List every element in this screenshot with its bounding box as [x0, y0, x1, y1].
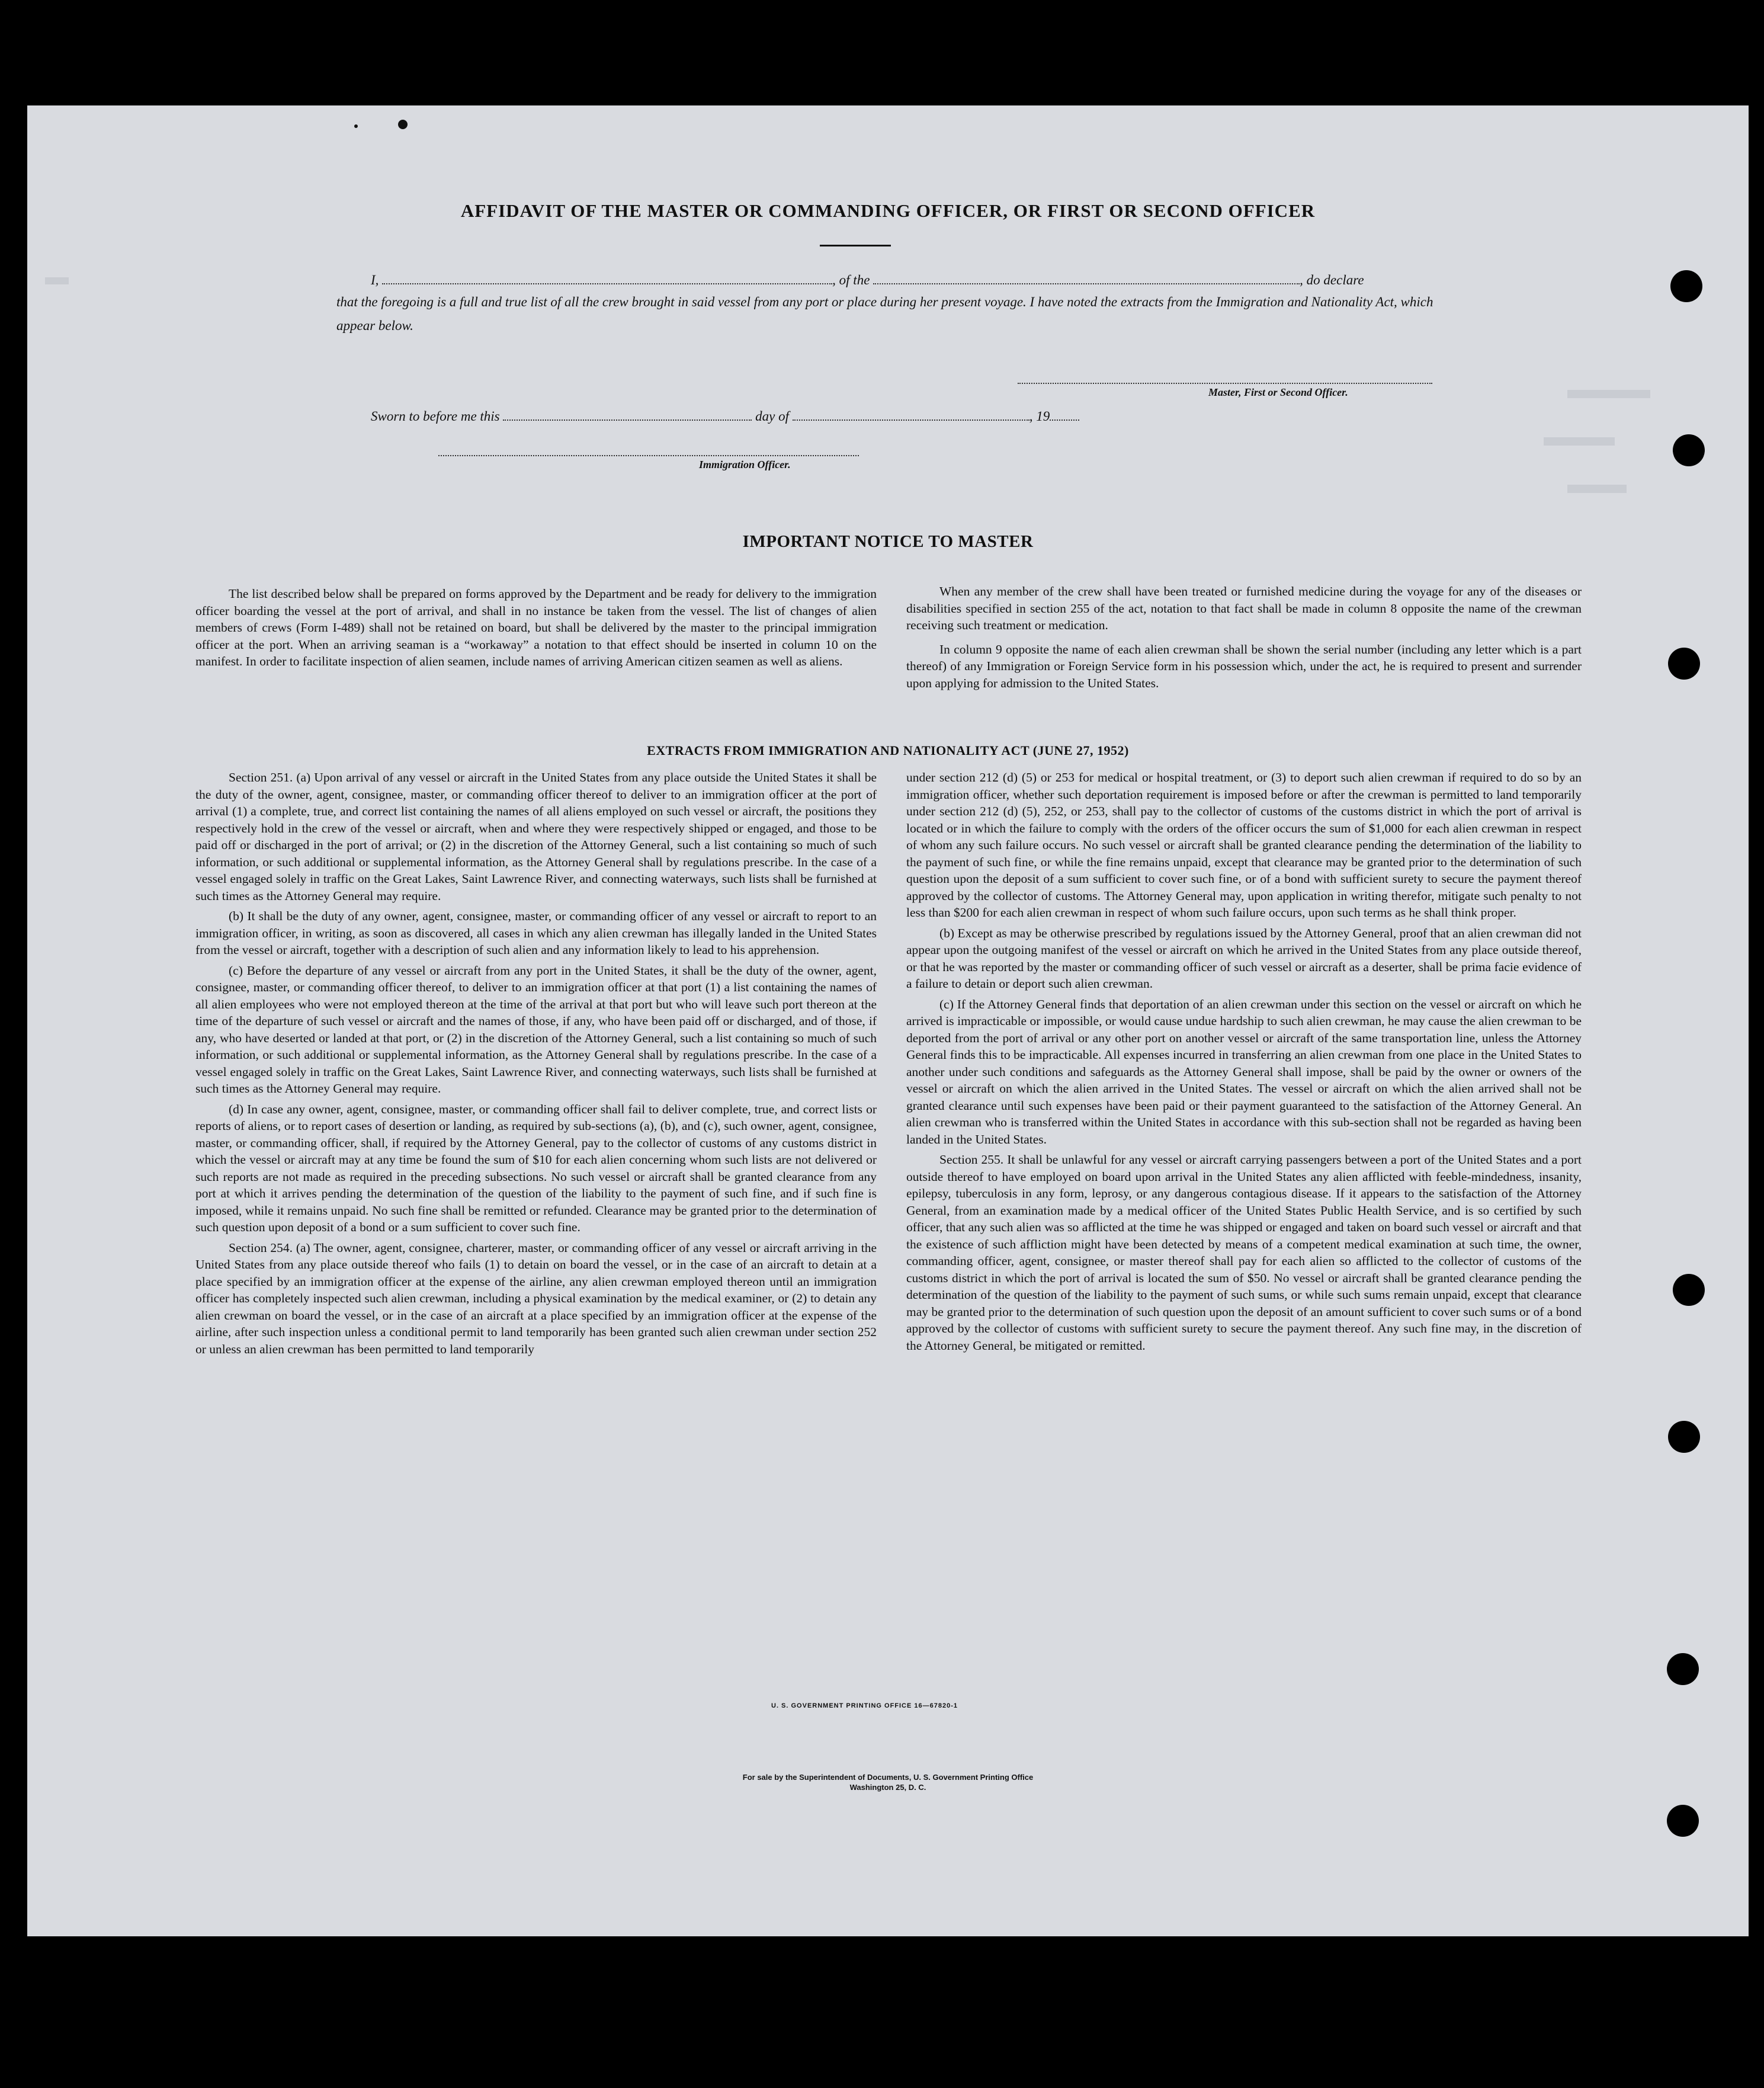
sworn-day-field[interactable] [503, 419, 752, 421]
notice-heading: IMPORTANT NOTICE TO MASTER [742, 532, 1034, 551]
extracts-left-column [195, 769, 877, 1361]
section-254-a: Section 254. (a) The owner, agent, consignee, charterer, master, or commanding officer of any vessel or aircraft arriving in the United States from any place outside thereof who fails (1) to detain on board the vessel, or in the case of an aircraft to detain at a place specified by an immigration officer at the expense of the airline, any alien crewman employed thereon until an immigration officer has completely inspected such alien crewman, including a physical examination by the medical examiner, or (2) to detain any alien crewman on board the vessel, or in the case of an aircraft at a place specified by an immigration officer at the expense of the airline, after such inspection unless a conditional permit to land temporarily has been granted such alien crewman under section 252 or unless an alien crewman has been permitted to land temporarily [195, 1240, 877, 1356]
immigration-officer-caption: Immigration Officer. [699, 459, 791, 470]
affidavit-statement: that the foregoing is a full and true list of all the crew brought in said vessel from any port or place during her present voyage. I have noted the extracts from the Immigration and Nationality Act, which appear below. [336, 294, 1433, 333]
section-254-a-continued: under section 212 (d) (5) or 253 for medical or hospital treatment, or (3) to deport such alien crewman if required to do so by an immigration officer, whether such deportation requirement is imposed before or after the crewman is permitted to land temporarily under section 212 (d) (5), 252, or 253, shall pay to the collector of customs of the customs district in which the port of arrival is located or in which the failure to comply with the orders of the officer occurs the sum of $1,000 for each alien crewman in respect of whom any such failure occurs. No such vessel or aircraft shall be granted clearance pending the determination of the liability to the payment of such fine, or while the fine remains unpaid, except that clearance may be granted prior to the determination of such question upon the deposit of a sum sufficient to cover such fine, or of a bond with sufficient surety to secure the payment thereof approved by the collector of customs. The Attorney General may, upon application in writing therefor, mitigate such penalty to not less than $200 for each alien crewman in respect of whom such failure occurs, upon such terms as he shall think proper. [906, 770, 1582, 920]
sworn-label: Sworn to before me this [371, 409, 500, 424]
punch-hole [1673, 1274, 1705, 1306]
punch-hole [1673, 434, 1705, 466]
of-the-label: , of the [832, 273, 870, 287]
master-signature-line[interactable] [1018, 383, 1432, 384]
extracts-right-column [906, 769, 1582, 1357]
year-label: , 19 [1029, 409, 1050, 424]
master-signature-caption: Master, First or Second Officer. [1208, 386, 1348, 398]
section-251-d: (d) In case any owner, agent, consignee, master, or commanding officer shall fail to deliver complete, true, and correct lists or reports of aliens, or to report cases of desertion or landing, as required by sub-sections (a), (b), and (c), such owner, agent, consignee, master, or commanding officer, shall, if required by the Attorney General, pay to the collector of customs of any customs district in which the vessel or aircraft may at any time be found the sum of $10 for each alien concerning whom such lists are not delivered or such reports are not made as required in the preceding subsections. No such vessel or aircraft shall be granted clearance from any port at which it arrives pending the determination of the question of the liability to the payment of such fine, and if such fine is imposed, while it remains unpaid. No such fine shall be remitted or refunded. Clearance may be granted prior to the determination of such question upon deposit of a bond or a sum sufficient to cover such fine. [195, 1101, 877, 1234]
sworn-month-field[interactable] [793, 419, 1029, 421]
section-251-b: (b) It shall be the duty of any owner, agent, consignee, master, or commanding officer of any vessel or aircraft to report to an immigration officer, in writing, as soon as discovered, all cases in which any alien crewman has illegally landed in the United States from the vessel or aircraft, together with a description of such alien and any information likely to lead to his apprehension. [195, 909, 877, 957]
i-label: I, [371, 273, 379, 287]
declarant-name-field[interactable] [382, 283, 832, 284]
notice-right-paragraph-2: In column 9 opposite the name of each alien crewman shall be shown the serial number (including any letter which is a part thereof) of any Immigration or Foreign Service form in his possession which, under the act, he is required to present and surrender upon applying for admission to the United States. [906, 642, 1582, 690]
title-underline [820, 245, 891, 246]
section-251-a: Section 251. (a) Upon arrival of any vessel or aircraft in the United States from any place outside the United States it shall be the duty of the owner, agent, consignee, master, or commanding officer thereof to deliver to an immigration officer at the port of arrival (1) a complete, true, and correct list containing the names of all aliens employed on such vessel or aircraft, the positions they respectively hold in the crew of the vessel or aircraft, when and where they were respectively shipped or engaged, and those to be paid off or discharged in the port of arrival; or (2) in the discretion of the Attorney General, such a list containing so much of such information, or such additional or supplemental information, as the Attorney General shall by regulations prescribe. In the case of a vessel engaged solely in traffic on the Great Lakes, Saint Lawrence River, and connecting waterways, such lists shall be furnished at such times as the Attorney General may require. [195, 770, 877, 903]
footer-line-1: For sale by the Superintendent of Documents, U. S. Government Printing Office [742, 1773, 1034, 1782]
vessel-name-field[interactable] [873, 283, 1300, 284]
printing-office-imprint: U. S. GOVERNMENT PRINTING OFFICE 16—67820-1 [771, 1702, 958, 1709]
sworn-row [371, 409, 1079, 424]
day-of-label: day of [755, 409, 789, 424]
extracts-heading: EXTRACTS FROM IMMIGRATION AND NATIONALITY ACT (JUNE 27, 1952) [647, 743, 1129, 758]
footer-line-2: Washington 25, D. C. [849, 1783, 926, 1792]
affidavit-title: AFFIDAVIT OF THE MASTER OR COMMANDING OFFICER, OR FIRST OR SECOND OFFICER [460, 200, 1316, 221]
section-251-c: (c) Before the departure of any vessel or aircraft from any port in the United States, it shall be the duty of the owner, agent, consignee, master, or commanding officer thereof, to deliver to an immigration officer at that port (1) a list containing the names of all alien employees who were not employed thereon at the time of the arrival at that port but who will leave such port thereon at the time of the departure of such vessel or aircraft and the names of those, if any, who have been paid off or discharged, and of those, if any, who have deserted or landed at that port, or (2) in the discretion of the Attorney General, such a list containing so much of such information, or such additional or supplemental information, as the Attorney General shall by regulations prescribe. In the case of a vessel engaged solely in traffic on the Great Lakes, Saint Lawrence River, and connecting waterways, such lists shall be furnished at such times as the Attorney General may require. [195, 963, 877, 1096]
punch-hole [1668, 648, 1700, 680]
ink-spot [354, 124, 358, 128]
footer [27, 1772, 1749, 1792]
notice-right-column [906, 583, 1582, 695]
immigration-officer-signature-line[interactable] [438, 455, 859, 456]
sworn-year-field[interactable] [1050, 419, 1079, 421]
punch-hole [1668, 1421, 1700, 1453]
do-declare-label: , do declare [1300, 273, 1364, 287]
notice-right-paragraph-1: When any member of the crew shall have been treated or furnished medicine during the voyage for any of the diseases or disabilities specified in section 255 of the act, notation to that fact shall be made in column 8 opposite the name of the crewman receiving such treatment or medication. [906, 584, 1582, 632]
punch-hole [1670, 270, 1702, 302]
section-254-b: (b) Except as may be otherwise prescribed by regulations issued by the Attorney General, proof that an alien crewman did not appear upon the outgoing manifest of the vessel or aircraft on which he arrived in the United States from any place outside thereof, or that he was reported by the master or commanding officer of such vessel or aircraft as a deserter, shall be prima facie evidence of a failure to detain or deport such alien crewman. [906, 925, 1582, 991]
section-254-c: (c) If the Attorney General finds that deportation of an alien crewman under this section on the vessel or aircraft on which he arrived is impracticable or impossible, or would cause undue hardship to such alien crewman, he may cause the alien crewman to be deported from the port of arrival or any other port on another vessel or aircraft of the same transportation line, unless the Attorney General finds this to be impracticable. All expenses incurred in transferring an alien crewman from one place in the United States to another under such conditions and safeguards as the Attorney General shall impose, shall be paid by the owner or owners of the vessel or aircraft on which the alien arrived in the United States. The vessel or aircraft on which the alien arrived shall not be granted clearance until such expenses have been paid or their payment guaranteed to the satisfaction of the Attorney General. An alien crewman who is transferred within the United States in accordance with this sub-section shall not be regarded as having been landed in the United States. [906, 997, 1582, 1147]
document-page [27, 105, 1749, 1936]
punch-hole [1667, 1653, 1699, 1685]
ink-spot [398, 120, 408, 129]
declarant-row [371, 273, 1364, 288]
section-255: Section 255. It shall be unlawful for any vessel or aircraft carrying passengers between a port of the United States and a port outside thereof to have employed on board upon arrival in the United States any alien afflicted with feeble-mindedness, insanity, epilepsy, tuberculosis in any form, leprosy, or any dangerous contagious disease. If it appears to the satisfaction of the Attorney General, from an examination made by a medical officer of the United States Public Health Service, and is so certified by such officer, that any such alien was so afflicted at the time he was shipped or engaged and taken on board such vessel or aircraft and that the existence of such affliction might have been detected by means of a competent medical examination at such time, the owner, commanding officer, agent, consignee, or master thereof shall pay for each alien so afflicted to the collector of customs of the customs district in which the port of arrival is located the sum of $50. No vessel or aircraft shall be granted clearance pending the determination of the question of the liability to the payment of such sums, or while such sums remain unpaid, except that clearance may be granted prior to the determination of such question upon the deposit of an amount sufficient to cover such sums or of a bond approved by the collector of customs with sufficient surety to secure the payment thereof. Any such fine may, in the discretion of the Attorney General, be mitigated or remitted. [906, 1152, 1582, 1353]
punch-hole [1667, 1805, 1699, 1837]
notice-left-paragraph: The list described below shall be prepared on forms approved by the Department and be ready for delivery to the immigration officer boarding the vessel at the port of arrival, and shall in no instance be taken from the vessel. The list of changes of alien members of crews (Form I-489) shall not be retained on board, but shall be delivered by the master to the principal immigration officer at the port. When an arriving seaman is a “workaway” a notation to that effect should be inserted in column 10 on the manifest. In order to facilitate inspection of alien seamen, include names of arriving American citizen seamen as well as aliens. [195, 587, 877, 668]
notice-left-column [195, 585, 877, 674]
